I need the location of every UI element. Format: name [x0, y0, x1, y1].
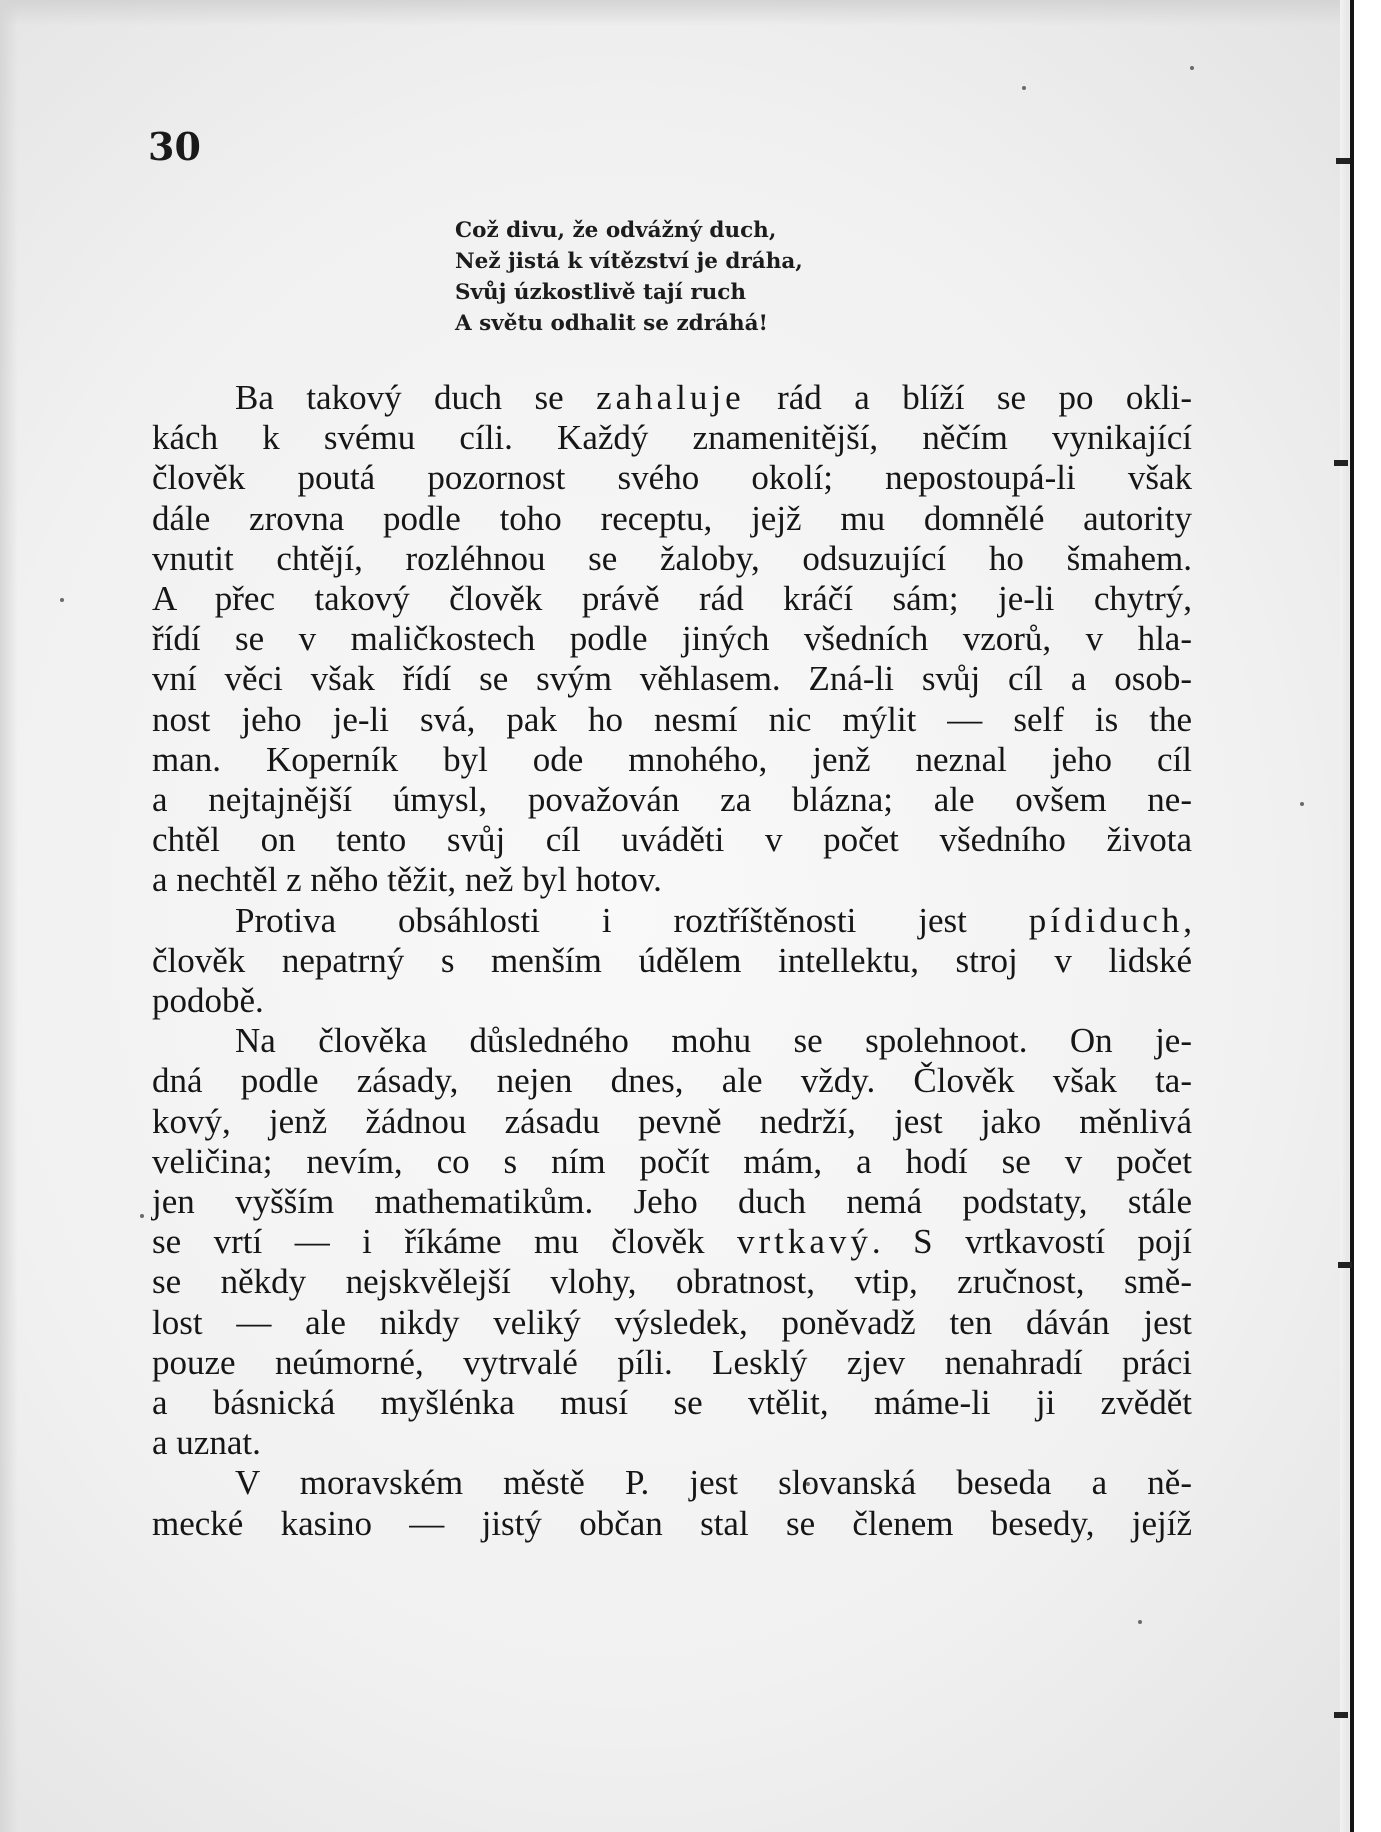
- text-line: vní věci však řídí se svým věhlasem. Zná-li svůj cíl a osob-: [152, 659, 1192, 699]
- text-line: a nechtěl z něho těžit, než byl hotov.: [152, 860, 662, 900]
- ink-speck: [1300, 802, 1304, 806]
- paragraph: [152, 378, 1192, 901]
- text-line: V moravském městě P. jest slovanská beseda a ně-: [235, 1463, 1192, 1503]
- text-line: man. Koperník byl ode mnohého, jenž neznal jeho cíl: [152, 739, 1192, 779]
- text-line: kový, jenž žádnou zásadu pevně nedrží, jest jako měnlivá: [152, 1101, 1192, 1141]
- text-line: A přec takový člověk právě rád kráčí sám; je-li chytrý,: [152, 579, 1192, 619]
- paragraph: [152, 901, 1192, 1022]
- text-line: dále zrovna podle toho receptu, jejž mu domnělé autority: [152, 498, 1192, 538]
- text-line: kách k svému cíli. Každý znamenitější, něčím vynikající: [152, 418, 1192, 458]
- poem-line: Než jistá k vítězství je dráha,: [455, 249, 803, 274]
- text-line: člověk poutá pozornost svého okolí; nepostoupá-li však: [152, 458, 1192, 498]
- page-number: 30: [148, 124, 201, 169]
- text-line: se někdy nejskvělejší vlohy, obratnost, vtip, zručnost, smě-: [152, 1262, 1192, 1302]
- text-line: dná podle zásady, nejen dnes, ale vždy. Člověk však ta-: [152, 1061, 1192, 1101]
- paragraph: [152, 1463, 1192, 1543]
- book-binding: [1340, 0, 1381, 1832]
- binding-notch: [1334, 460, 1348, 466]
- emphasized-word: pídiduch: [1028, 900, 1184, 940]
- text-run: se vrtí — i říkáme mu člověk: [152, 1222, 737, 1262]
- text-line: vnutit chtějí, rozléhnou se žaloby, odsuzující ho šmahem.: [152, 538, 1192, 578]
- text-line: [152, 901, 1192, 941]
- ink-speck: [1190, 66, 1194, 70]
- text-line: lost — ale nikdy veliký výsledek, poněvadž ten dáván jest: [152, 1302, 1192, 1342]
- text-line: chtěl on tento svůj cíl uváděti v počet všedního života: [152, 820, 1192, 860]
- text-line: mecké kasino — jistý občan stal se členem besedy, jejíž: [152, 1503, 1192, 1543]
- text-line: a básnická myšlénka musí se vtělit, máme-li ji zvědět: [152, 1383, 1192, 1423]
- binding-notch: [1334, 1712, 1348, 1718]
- text-line: podobě.: [152, 981, 264, 1021]
- page-left-shadow: [0, 0, 18, 1832]
- emphasized-word: zahaluje: [596, 378, 745, 417]
- ink-speck: [1138, 1620, 1142, 1624]
- text-line: člověk nepatrný s menším údělem intellektu, stroj v lidské: [152, 940, 1192, 980]
- ink-speck: [1022, 86, 1026, 90]
- poem-stanza: [455, 215, 975, 339]
- text-line: pouze neúmorné, vytrvalé píli. Lesklý zjev nenahradí práci: [152, 1342, 1192, 1382]
- ink-speck: [60, 598, 64, 602]
- page-top-shadow: [0, 0, 1381, 26]
- binding-notch: [1338, 1262, 1352, 1268]
- binding-notch: [1336, 158, 1350, 164]
- text-line: jen vyšším mathematikům. Jeho duch nemá podstaty, stále: [152, 1182, 1192, 1222]
- poem-line: Svůj úzkostlivě tají ruch: [455, 280, 746, 305]
- ink-speck: [140, 1214, 144, 1218]
- binding-edge-line: [1350, 0, 1354, 1832]
- emphasized-word: vrtkavý: [737, 1222, 872, 1262]
- poem-line: A světu odhalit se zdráhá!: [455, 311, 768, 336]
- text-line: nost jeho je-li svá, pak ho nesmí nic mýlit — self is the: [152, 699, 1192, 739]
- text-run: Protiva obsáhlosti i roztříštěnosti jest: [235, 900, 1029, 940]
- text-line: Na člověka důsledného mohu se spolehnoot. On je-: [235, 1021, 1192, 1061]
- text-run: ,: [1183, 900, 1192, 940]
- text-run: . S vrtkavostí pojí: [871, 1222, 1192, 1262]
- paragraph: [152, 1021, 1192, 1463]
- text-line: [152, 378, 1192, 418]
- text-line: a nejtajnější úmysl, považován za blázna; ale ovšem ne-: [152, 780, 1192, 820]
- text-run: rád a blíží se po okli-: [744, 378, 1192, 417]
- text-line: [152, 1222, 1192, 1262]
- text-run: Ba takový duch se: [235, 378, 597, 417]
- text-line: a uznat.: [152, 1423, 261, 1463]
- text-line: řídí se v maličkostech podle jiných všedních vzorů, v hla-: [152, 619, 1192, 659]
- body-text: [152, 378, 1192, 1544]
- text-line: veličina; nevím, co s ním počít mám, a hodí se v počet: [152, 1141, 1192, 1181]
- poem-line: Což divu, že odvážný duch,: [455, 218, 777, 243]
